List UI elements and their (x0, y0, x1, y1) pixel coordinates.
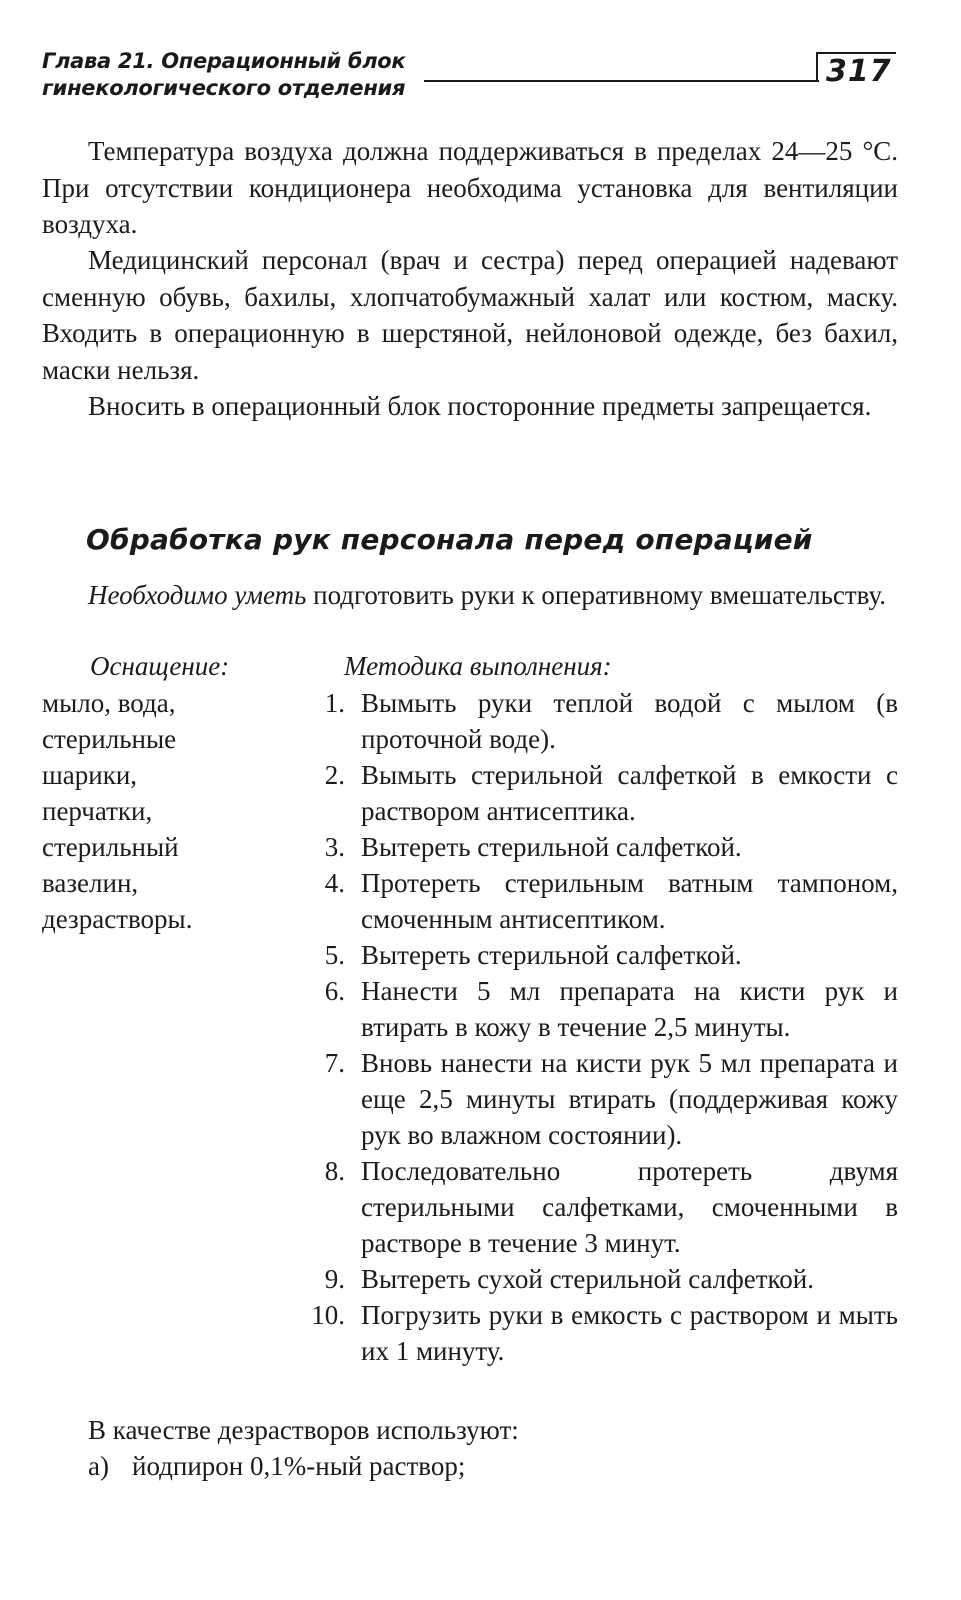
step-number: 5. (324, 940, 345, 970)
method-step (300, 973, 898, 1045)
step-text: Вытереть стерильной салфеткой. (361, 832, 742, 862)
step-text: Вновь нанести на кисти рук 5 мл препарата и еще 2,5 минуты втирать (поддерживая кожу рук во влажном состоянии). (361, 1048, 898, 1150)
method-step (300, 865, 898, 937)
equipment-heading: Оснащение: (90, 651, 230, 681)
step-number: 4. (324, 868, 345, 898)
header-rule (424, 80, 819, 82)
step-text: Вымыть стерильной салфеткой в емкости с раствором антисептика. (361, 760, 898, 826)
step-number: 8. (324, 1156, 345, 1186)
disinfectant-item (88, 1448, 465, 1484)
equipment-item: стерильный (42, 832, 179, 862)
equipment-item: перчатки, (42, 796, 153, 826)
disinfectants-intro: В качестве дезрастворов используют: (88, 1415, 519, 1445)
method-step (300, 1045, 898, 1153)
method-step (300, 1261, 898, 1297)
method-heading: Методика выполнения: (344, 651, 612, 681)
equipment-item: стерильные (42, 724, 177, 754)
method-step (300, 1297, 898, 1369)
paragraph-air-temperature: Температура воздуха должна поддерживаться в пределах 24—25 °С. При отсутствии кондиционера необходима установка для вентиляции воздуха. (42, 136, 898, 239)
equipment-item: дезрастворы. (42, 904, 193, 934)
step-number: 7. (324, 1048, 345, 1078)
page-number: 317 (826, 54, 892, 89)
item-marker: а) (88, 1451, 109, 1481)
equipment-list (42, 685, 262, 937)
method-step (300, 1153, 898, 1261)
chapter-title-line-1: Глава 21. Операционный блок (42, 49, 406, 73)
chapter-title-line-2: гинекологического отделения (42, 76, 406, 100)
step-number: 10. (311, 1300, 345, 1330)
step-text: Нанести 5 мл препарата на кисти рук и втирать в кожу в течение 2,5 минуты. (361, 976, 898, 1042)
step-text: Вымыть руки теплой водой с мылом (в проточной воде). (361, 688, 898, 754)
step-text: Протереть стерильным ватным тампоном, смоченным антисептиком. (361, 868, 898, 934)
step-text: Последовательно протереть двумя стерильными салфетками, смоченными в растворе в течение 3 минут. (361, 1156, 898, 1258)
method-step (300, 937, 898, 973)
running-header (42, 48, 405, 102)
method-step (300, 685, 898, 757)
intro-rest: подготовить руки к оперативному вмешательству. (306, 580, 887, 610)
step-number: 1. (324, 688, 345, 718)
method-step (300, 829, 898, 865)
step-text: Вытереть сухой стерильной салфеткой. (361, 1264, 814, 1294)
step-number: 3. (324, 832, 345, 862)
method-step (300, 757, 898, 829)
equipment-item: вазелин, (42, 868, 139, 898)
step-text: Вытереть стерильной салфеткой. (361, 940, 742, 970)
page-number-frame-left (816, 52, 818, 82)
section-title: Обработка рук персонала перед операцией (86, 523, 813, 556)
equipment-item: мыло, вода, (42, 688, 176, 718)
step-text: Погрузить руки в емкость с раствором и мыть их 1 минуту. (361, 1300, 898, 1366)
section-intro (42, 577, 898, 614)
method-steps-list (300, 685, 898, 1369)
step-number: 9. (324, 1264, 345, 1294)
item-text: йодпирон 0,1%-ный раствор; (132, 1451, 466, 1481)
paragraph-foreign-objects: Вносить в операционный блок посторонние предметы запрещается. (88, 391, 872, 421)
intro-emphasis: Необходимо уметь (88, 580, 307, 610)
equipment-item: шарики, (42, 760, 138, 790)
step-number: 2. (324, 760, 345, 790)
step-number: 6. (324, 976, 345, 1006)
paragraph-staff-clothing: Медицинский персонал (врач и сестра) перед операцией надевают сменную обувь, бахилы, хлопчатобумажный халат или костюм, маску. Входить в операционную в шерстяной, нейлоновой одежде, без бахил, маски нельзя. (42, 245, 898, 385)
disinfectants-list (88, 1448, 465, 1484)
